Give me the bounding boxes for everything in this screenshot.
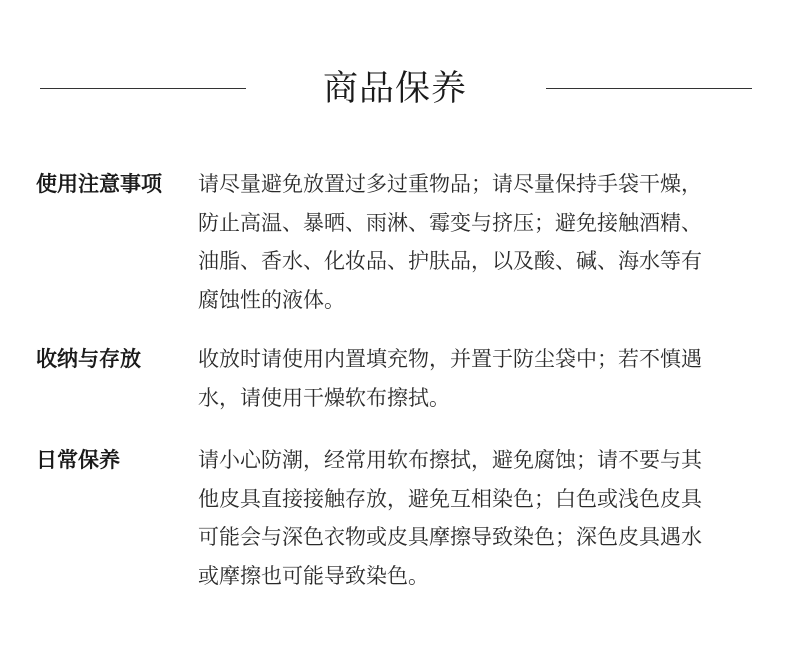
section-text [198, 340, 760, 417]
section-header [0, 62, 790, 116]
text-line: 水，请使用干燥软布擦拭。 [198, 385, 450, 410]
text-line: 请尽量避免放置过多过重物品；请尽量保持手袋干燥， [198, 172, 702, 196]
text-line: 收放时请使用内置填充物，并置于防尘袋中；若不慎遇 [198, 347, 702, 371]
section-text [198, 441, 760, 595]
section-label: 使用注意事项 [36, 172, 162, 196]
section-label: 日常保养 [36, 448, 120, 472]
text-line: 请小心防潮，经常用软布擦拭，避免腐蚀；请不要与其 [198, 448, 702, 472]
text-line: 油脂、香水、化妆品、护肤品，以及酸、碱、海水等有 [198, 249, 702, 273]
text-line: 或摩擦也可能导致染色。 [198, 563, 429, 588]
section-label: 收纳与存放 [36, 347, 141, 371]
text-line: 可能会与深色衣物或皮具摩擦导致染色；深色皮具遇水 [198, 525, 702, 549]
page-title: 商品保养 [322, 69, 467, 109]
text-line: 防止高温、暴晒、雨淋、霉变与挤压；避免接触酒精、 [198, 210, 702, 235]
text-line: 他皮具直接接触存放，避免互相染色；白色或浅色皮具 [198, 486, 702, 511]
header-divider-right [546, 88, 752, 89]
text-line: 腐蚀性的液体。 [198, 287, 345, 312]
section-text [198, 165, 760, 319]
